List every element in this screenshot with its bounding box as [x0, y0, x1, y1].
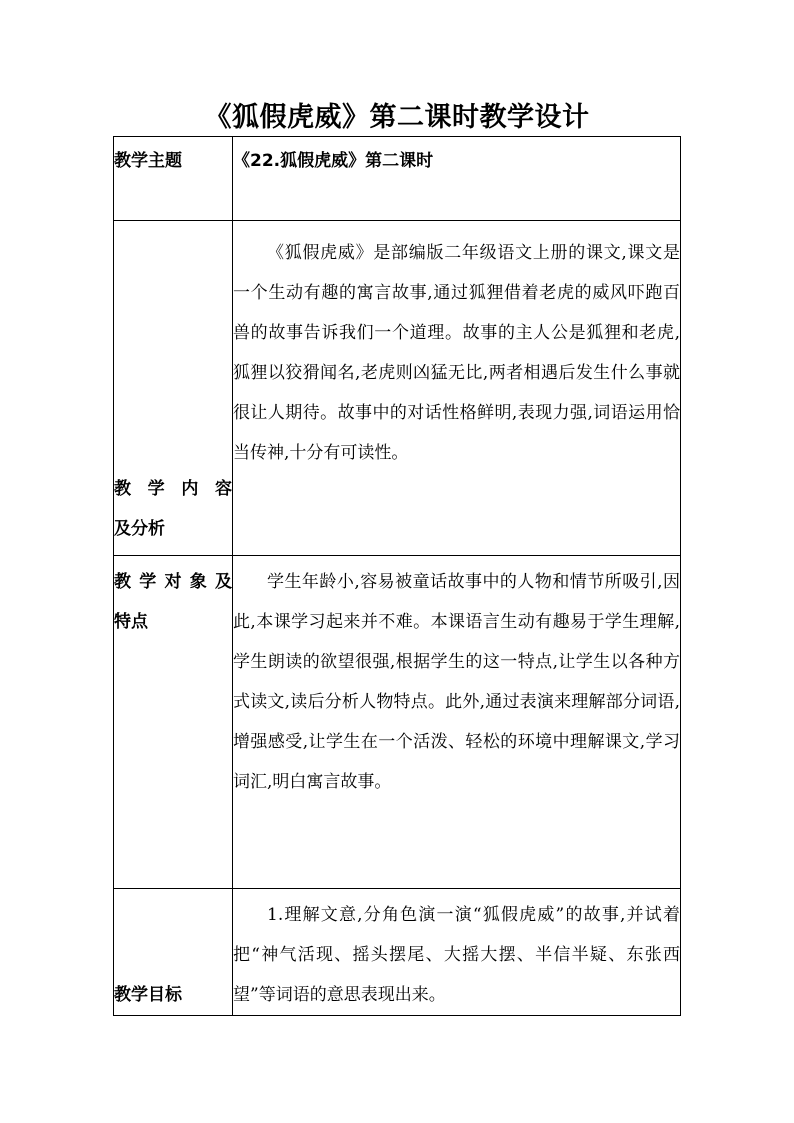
topic-label: [114, 137, 233, 221]
topic-label-text: 教学主题: [114, 151, 182, 171]
table-row-analysis: [114, 221, 681, 556]
students-content: [233, 556, 681, 889]
analysis-label-line1: 教学内容: [114, 479, 232, 499]
document-title: 《狐假虎威》第二课时教学设计: [204, 102, 590, 133]
students-label-line1: 教学对象及: [114, 572, 232, 592]
analysis-label-line2: 及分析: [114, 519, 165, 539]
goals-content: [233, 889, 681, 1016]
goals-paragraph: 1.理解文意,分角色演一演“狐假虎威”的故事,并试着把“神气活现、摇头摆尾、大摇大摆、半信半疑、东张西望”等词语的意思表现出来。: [233, 905, 680, 1005]
goals-label: [114, 889, 233, 1016]
table-row-topic: [114, 137, 681, 221]
table-row-goals: [114, 889, 681, 1016]
lesson-plan-table: [113, 136, 681, 1016]
analysis-content: [233, 221, 681, 556]
analysis-paragraph: 《狐假虎威》是部编版二年级语文上册的课文,课文是一个生动有趣的寓言故事,通过狐狸借着老虎的威风吓跑百兽的故事告诉我们一个道理。故事的主人公是狐狸和老虎,狐狸以狡猾闻名,老虎则凶猛无比,两者相遇后发生什么事就很让人期待。故事中的对话性格鲜明,表现力强,词语运用恰当传神,十分有可读性。: [233, 243, 680, 463]
students-label: [114, 556, 233, 889]
goals-label-text: 教学目标: [114, 985, 182, 1005]
students-label-line2: 特点: [114, 612, 148, 632]
students-paragraph: 学生年龄小,容易被童话故事中的人物和情节所吸引,因此,本课学习起来并不难。本课语言生动有趣易于学生理解,学生朗读的欲望很强,根据学生的这一特点,让学生以各种方式读文,读后分析人物特点。此外,通过表演来理解部分词语,增强感受,让学生在一个活泼、轻松的环境中理解课文,学习词汇,明白寓言故事。: [233, 572, 680, 792]
analysis-label: [114, 221, 233, 556]
topic-content: 《22.狐假虎威》第二课时: [233, 137, 681, 221]
table-row-students: [114, 556, 681, 889]
